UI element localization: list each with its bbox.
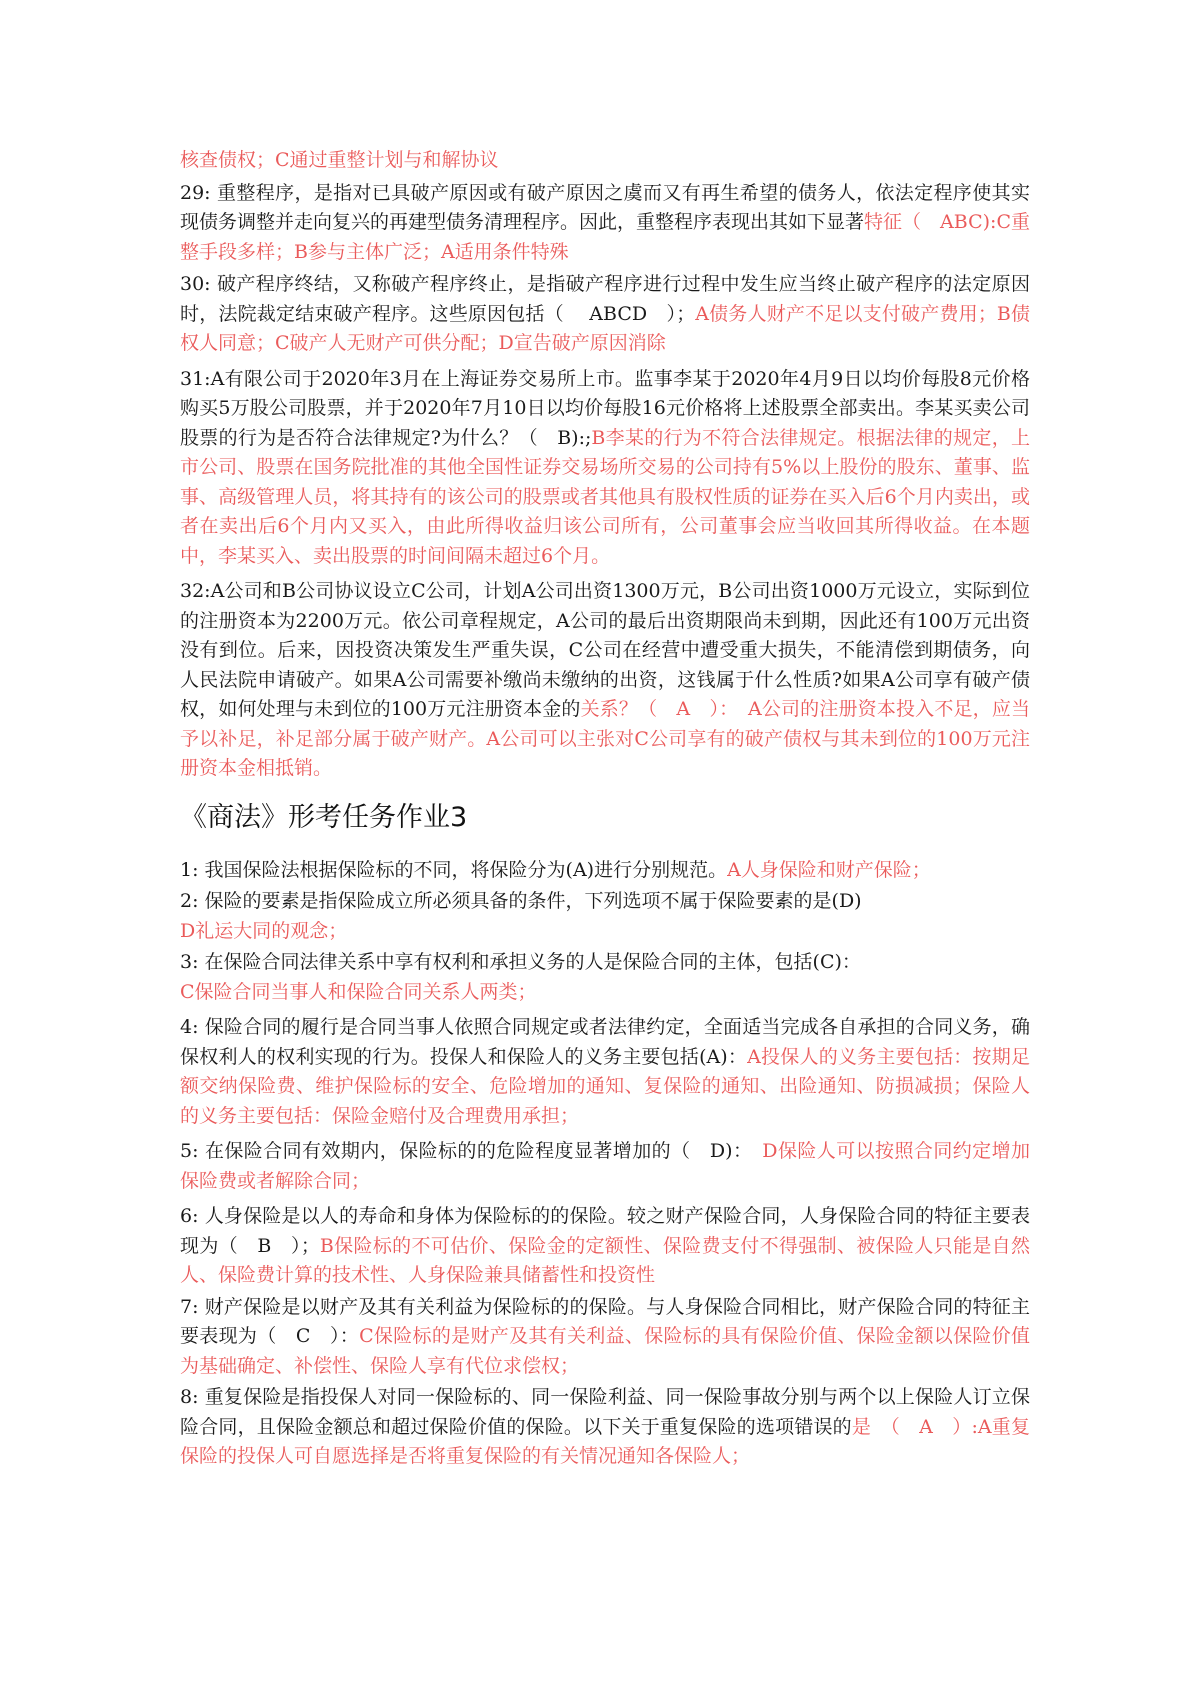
question-text: 7: 财产保险是以财产及其有关利益为保险标的的保险。与人身保险合同相比，财产保险合同的特征主要表现为（ C ）： [180, 1295, 1030, 1347]
question-text: 32:A公司和B公司协议设立C公司，计划A公司出资1300万元，B公司出资1000万元设立，实际到位的注册资本为2200万元。依公司章程规定，A公司的最后出资期限尚未到期，因此还有100万元出资没有到位。后来，因投资决策发生严重失误，C公司在经营中遭受重大损失，不能清偿到期债务，向人民法院申请破产。如果A公司需要补缴尚未缴纳的出资，这钱属于什么性质?如果A公司享有破产债权，如何处理与未到位的100万元注册资本金的 [180, 580, 1030, 720]
answer-text: A债务人财产不足以支付破产费用；B债权人同意；C破产人无财产可供分配；D宣告破产原因消除 [180, 302, 1030, 354]
list-item [180, 365, 1030, 572]
answer-text: A投保人的义务主要包括：按期足额交纳保险费、维护保险标的安全、危险增加的通知、复保险的通知、出险通知、防损减损；保险人的义务主要包括：保险金赔付及合理费用承担； [180, 1045, 1030, 1127]
section-assignment-3 [180, 856, 1030, 1472]
list-item [180, 1013, 1030, 1131]
section-heading: 《商法》形考任务作业3 [180, 801, 468, 833]
question-text: 4: 保险合同的履行是合同当事人依照合同规定或者法律约定，全面适当完成各自承担的合同义务，确保权利人的权利实现的行为。投保人和保险人的义务主要包括(A)： [180, 1016, 1030, 1068]
answer-text: C保险标的是财产及其有关利益、保险标的具有保险价值、保险金额以保险价值为基础确定、补偿性、保险人享有代位求偿权； [180, 1325, 1030, 1377]
question-text: 5: 在保险合同有效期内，保险标的的危险程度显著增加的（ D)： [180, 1140, 743, 1162]
question-text: 31:A有限公司于2020年3月在上海证券交易所上市。监事李某于2020年4月9日以均价每股8元价格购买5万股公司股票，并于2020年7月10日以均价每股16元价格将上述股票全部卖出。李某买卖公司股票的行为是否符合法律规定?为什么？（ B):; [180, 367, 1030, 449]
list-item [180, 1202, 1030, 1291]
answer-text: 特征（ ABC):C重整手段多样；B参与主体广泛；A适用条件特殊 [180, 211, 1030, 263]
question-text: 8: 重复保险是指投保人对同一保险标的、同一保险利益、同一保险事故分别与两个以上保险人订立保险合同，且保险金额总和超过保险价值的保险。以下关于重复保险的选项错误的 [180, 1386, 1030, 1438]
question-text: 29: 重整程序，是指对已具破产原因或有破产原因之虞而又有再生希望的债务人，依法定程序使其实现债务调整并走向复兴的再建型债务清理程序。因此，重整程序表现出其如下显著 [180, 181, 1030, 233]
list-item [180, 577, 1030, 784]
answer-text: C保险合同当事人和保险合同关系人两类； [180, 980, 537, 1003]
question-text: 3: 在保险合同法律关系中享有权利和承担义务的人是保险合同的主体，包括(C)： [180, 951, 861, 973]
list-item [180, 1293, 1030, 1382]
list-item [180, 270, 1030, 359]
question-text: 6: 人身保险是以人的寿命和身体为保险标的的保险。较之财产保险合同，人身保险合同的特征主要表现为（ B ）； [180, 1205, 1030, 1257]
answer-text: B保险标的不可估价、保险金的定额性、保险费支付不得强制、被保险人只能是自然人、保险费计算的技术性、人身保险兼具储蓄性和投资性 [180, 1234, 1031, 1286]
answer-text: 核查债权；C通过重整计划与和解协议 [180, 149, 499, 171]
answer-text: D保险人可以按照合同约定增加保险费或者解除合同； [180, 1140, 1030, 1192]
answer-text: A人身保险和财产保险； [727, 858, 931, 881]
list-item [180, 1383, 1030, 1472]
question-text: 1: 我国保险法根据保险标的不同，将保险分为(A)进行分别规范。 [180, 858, 728, 881]
list-item [180, 179, 1030, 268]
answer-text: B李某的行为不符合法律规定。根据法律的规定，上市公司、股票在国务院批准的其他全国性证券交易场所交易的公司持有5%以上股份的股东、董事、监事、高级管理人员，将其持有的该公司的股票或者其他具有股权性质的证券在买入后6个月内卖出，或者在卖出后6个月内又买入，由此所得收益归该公司所有，公司董事会应当收回其所得收益。在本题中，李某买入、卖出股票的时间间隔未超过6个月。 [180, 426, 1030, 567]
question-text: 30: 破产程序终结，又称破产程序终止，是指破产程序进行过程中发生应当终止破产程序的法定原因时，法院裁定结束破产程序。这些原因包括（ ABCD ）； [180, 273, 1030, 325]
list-item [180, 856, 1030, 886]
list-item [180, 1137, 1030, 1196]
document-page [180, 146, 1030, 1474]
answer-text: 是 （ A ）:A重复保险的投保人可自愿选择是否将重复保险的有关情况通知各保险人； [180, 1415, 1030, 1467]
answer-text: 关系？（ A ）： A公司的注册资本投入不足，应当予以补足，补足部分属于破产财产。A公司可以主张对C公司享有的破产债权与其未到位的100万元注册资本金相抵销。 [180, 698, 1030, 779]
list-item [180, 887, 1030, 946]
list-item [180, 948, 1030, 1007]
question-text: 2: 保险的要素是指保险成立所必须具备的条件，下列选项不属于保险要素的是(D) [180, 890, 862, 912]
answer-text: D礼运大同的观念； [180, 919, 348, 942]
section-previous-answers [180, 146, 1030, 784]
list-item [180, 146, 1030, 176]
